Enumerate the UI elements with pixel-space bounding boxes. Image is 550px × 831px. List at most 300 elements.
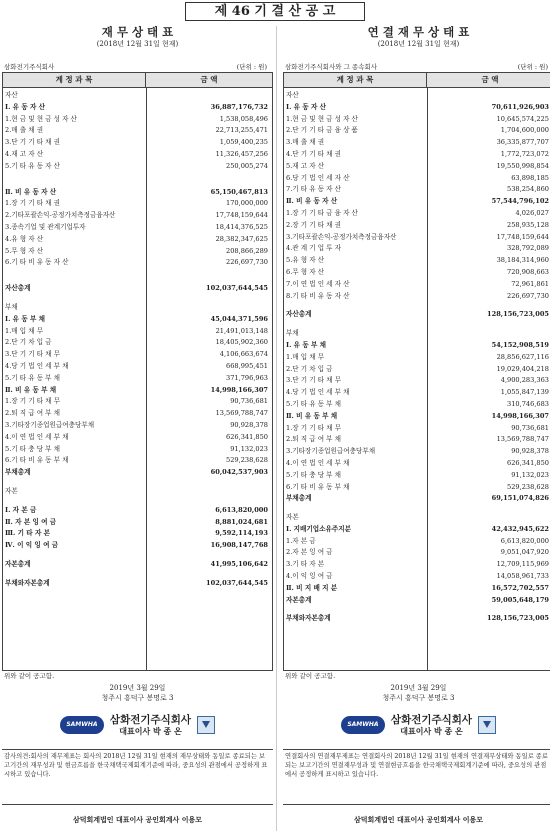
table-row xyxy=(3,161,272,173)
account-name: 부채총계 xyxy=(5,468,31,477)
table-row xyxy=(284,125,550,137)
account-name: 4.관 계 기 업 투 자 xyxy=(286,244,341,253)
account-name: 2.매 출 채 권 xyxy=(5,126,44,135)
account-name: 5.유 형 자 산 xyxy=(286,256,325,265)
amount-value: 91,132,023 xyxy=(230,444,268,453)
amount-value: 208,866,289 xyxy=(226,246,268,255)
consolidated-balance-sheet-panel xyxy=(283,26,550,825)
table-row xyxy=(284,328,550,340)
amount-value: 28,856,627,116 xyxy=(496,352,549,361)
amount-value: 42,432,945,622 xyxy=(491,524,549,533)
account-name: 자본 xyxy=(5,486,18,495)
statement-date: (2018년 12월 31일 현재) xyxy=(96,40,179,48)
account-name: 2.자 본 잉 여 금 xyxy=(286,548,333,557)
table-row xyxy=(284,434,550,446)
table-row xyxy=(284,375,550,387)
table-row xyxy=(3,222,272,234)
account-name: 자본총계 xyxy=(286,595,312,604)
table-row xyxy=(284,559,550,571)
amount-value: 16,572,702,557 xyxy=(491,583,549,592)
table-row xyxy=(284,340,550,352)
account-name: 4.유 형 자 산 xyxy=(5,234,44,243)
amount-value xyxy=(427,328,550,340)
account-name: 자본 xyxy=(286,513,299,522)
amount-value: 19,029,404,218 xyxy=(496,364,549,373)
signature-company: 삼화전기주식회사 xyxy=(109,713,192,726)
amount-value: 12,709,115,969 xyxy=(496,560,549,569)
table-row xyxy=(3,314,272,326)
account-name: 8.기 타 비 유 동 자 산 xyxy=(286,291,350,300)
column-rule xyxy=(427,88,428,670)
table-row xyxy=(3,349,272,361)
table-row xyxy=(3,302,272,314)
table-row xyxy=(284,470,550,482)
table-row xyxy=(284,149,550,161)
table-row xyxy=(3,408,272,420)
table-row xyxy=(284,243,550,255)
account-name: 3.단 기 기 타 채 무 xyxy=(286,376,341,385)
amount-value: 41,995,106,642 xyxy=(210,559,268,568)
amount-value: 328,792,089 xyxy=(507,244,549,253)
amount-value: 65,150,467,813 xyxy=(210,187,268,196)
amount-value: 226,697,730 xyxy=(226,258,268,267)
notice-text: 위와 같이 공고함. xyxy=(4,672,55,680)
table-body xyxy=(284,88,550,625)
amount-value: 60,042,537,903 xyxy=(210,468,268,477)
table-row xyxy=(284,547,550,559)
unit-label: (단위 : 원) xyxy=(517,63,548,71)
account-name xyxy=(284,606,427,613)
account-name xyxy=(3,479,146,486)
table-row xyxy=(284,220,550,232)
amount-value xyxy=(146,173,272,187)
auditor-line: 삼덕회계법인 대표이사 공인회계사 이용모 xyxy=(72,816,203,824)
column-divider xyxy=(276,26,277,831)
header-account: 계 정 과 목 xyxy=(284,73,427,87)
table-row xyxy=(3,540,272,552)
company-name: 삼화전기주식회사와 그 종속회사 xyxy=(285,63,378,71)
account-name: Ⅰ. 유 동 자 산 xyxy=(5,102,46,111)
company-address: 청주시 흥덕구 봉명로 3 xyxy=(101,694,174,702)
table-row xyxy=(3,373,272,385)
notice-date: 2019년 3월 29일 xyxy=(109,684,166,692)
account-name: 6.당 기 법 인 세 자 산 xyxy=(286,173,350,182)
header-account: 계 정 과 목 xyxy=(3,73,146,87)
table-row xyxy=(284,161,550,173)
table-row xyxy=(3,173,272,187)
account-name: 4.재 고 자 산 xyxy=(5,149,44,158)
amount-value: 102,037,644,545 xyxy=(206,578,268,587)
page-title: 제 46 기 결 산 공 고 xyxy=(185,2,365,21)
table-row xyxy=(3,114,272,126)
amount-value: 1,704,600,000 xyxy=(500,126,549,135)
table-row xyxy=(3,571,272,578)
amount-value: 38,184,314,960 xyxy=(496,256,549,265)
account-name: Ⅰ. 자 본 금 xyxy=(5,505,37,514)
account-name: 3.기타포괄손익-공정가치측정금융자산 xyxy=(286,232,397,241)
account-name xyxy=(284,505,427,512)
amount-value: 16,908,147,768 xyxy=(210,541,268,550)
amount-value xyxy=(146,269,272,283)
signature-block xyxy=(283,709,550,741)
amount-value: 90,928,378 xyxy=(511,447,549,456)
account-name xyxy=(3,269,146,283)
amount-value: 63,898,185 xyxy=(511,173,549,182)
table-row xyxy=(284,512,550,524)
table-row xyxy=(3,125,272,137)
account-name: 자산총계 xyxy=(286,310,312,319)
table-row xyxy=(284,184,550,196)
amount-value xyxy=(427,321,550,328)
table-row xyxy=(284,173,550,185)
table-row xyxy=(284,482,550,494)
amount-value: 529,238,628 xyxy=(226,456,268,465)
account-name xyxy=(3,571,146,578)
account-name: 1.현 금 및 현 금 성 자 산 xyxy=(286,114,358,123)
account-name xyxy=(284,302,427,309)
table-row xyxy=(3,444,272,456)
table-row xyxy=(284,279,550,291)
statement-date: (2018년 12월 31일 현재) xyxy=(377,40,460,48)
amount-value: 9,592,114,193 xyxy=(215,529,268,538)
statement-title: 재 무 상 태 표 xyxy=(101,25,174,39)
table-row xyxy=(284,196,550,208)
table-row xyxy=(3,578,272,590)
account-name: 6.기 타 비 유 동 자 산 xyxy=(5,258,69,267)
table-row xyxy=(284,583,550,595)
amount-value: 36,887,176,732 xyxy=(210,102,268,111)
table-row xyxy=(3,234,272,246)
account-name: 1.장 기 기 타 금 융 자 산 xyxy=(286,208,358,217)
account-name: 자본총계 xyxy=(5,559,31,568)
account-name: Ⅱ. 자 본 잉 여 금 xyxy=(5,517,57,526)
account-name: 2.기타포괄손익-공정가치측정금융자산 xyxy=(5,211,116,220)
amount-value: 9,051,047,920 xyxy=(500,548,549,557)
account-name: 4.당 기 법 인 세 부 채 xyxy=(286,388,350,397)
amount-value: 6,613,820,000 xyxy=(500,536,549,545)
amount-value: 45,044,371,596 xyxy=(210,314,268,323)
amount-value xyxy=(146,90,272,102)
amount-value: 626,341,850 xyxy=(507,458,549,467)
account-name: 부채 xyxy=(5,302,18,311)
table-row xyxy=(284,399,550,411)
amount-value: 250,005,274 xyxy=(226,161,268,170)
table-row xyxy=(3,467,272,479)
table-row xyxy=(3,517,272,529)
amount-value: 13,569,788,747 xyxy=(496,435,549,444)
amount-value: 258,935,128 xyxy=(507,220,549,229)
amount-value: 72,961,861 xyxy=(511,279,549,288)
account-name: 1.장 기 기 타 채 무 xyxy=(286,423,341,432)
table-row xyxy=(3,102,272,114)
table-row xyxy=(284,137,550,149)
table-row xyxy=(284,458,550,470)
amount-value: 1,055,847,139 xyxy=(500,388,549,397)
balance-table xyxy=(283,72,550,671)
account-name xyxy=(3,552,146,559)
table-row xyxy=(284,114,550,126)
company-address: 청주시 흥덕구 봉명로 3 xyxy=(382,694,455,702)
account-name: Ⅰ. 유 동 부 채 xyxy=(5,314,46,323)
table-row xyxy=(284,387,550,399)
account-name: Ⅲ. 기 타 자 본 xyxy=(5,529,50,538)
amount-value: 90,736,681 xyxy=(230,397,268,406)
table-row xyxy=(284,291,550,303)
table-row xyxy=(3,420,272,432)
amount-value xyxy=(146,552,272,559)
signature-block xyxy=(2,709,273,741)
account-name: 1.현 금 및 현 금 성 자 산 xyxy=(5,114,77,123)
header-amount: 금 액 xyxy=(200,75,218,84)
account-name: 2.퇴 직 급 여 부 채 xyxy=(5,409,60,418)
amount-value: 538,254,860 xyxy=(507,185,549,194)
amount-value: 14,998,166,307 xyxy=(491,411,549,420)
account-name: 7.기 타 유 동 자 산 xyxy=(286,185,341,194)
account-name: 2.단 기 차 입 금 xyxy=(5,338,52,347)
table-row xyxy=(3,559,272,571)
account-name: 3.종속기업 및 관계기업투자 xyxy=(5,222,86,231)
account-name xyxy=(3,295,146,302)
account-name: Ⅱ. 비 지 배 지 분 xyxy=(286,583,338,592)
signature-ceo: 대표이사 박 종 온 xyxy=(119,726,182,736)
account-name: 4.이 연 법 인 세 부 채 xyxy=(286,458,350,467)
amount-value: 22,713,255,471 xyxy=(215,126,268,135)
amount-value: 720,908,663 xyxy=(507,267,549,276)
auditor-line: 삼덕회계법인 대표이사 공인회계사 이용모 xyxy=(353,816,484,824)
table-row xyxy=(284,493,550,505)
account-name: Ⅱ. 비 유 동 부 채 xyxy=(286,411,338,420)
table-row xyxy=(3,187,272,199)
amount-value: 11,326,457,256 xyxy=(215,149,268,158)
table-row xyxy=(284,606,550,613)
account-name: 6.기 타 비 유 동 부 채 xyxy=(286,482,350,491)
table-row xyxy=(284,302,550,309)
table-row xyxy=(284,571,550,583)
table-row xyxy=(284,524,550,536)
table-body xyxy=(3,88,272,589)
amount-value: 4,106,663,674 xyxy=(219,350,268,359)
account-name: 3.기 타 자 본 xyxy=(286,560,325,569)
account-name: 자산 xyxy=(286,91,299,99)
account-name xyxy=(3,173,146,187)
table-row xyxy=(3,295,272,302)
amount-value: 310,746,683 xyxy=(507,399,549,408)
table-row xyxy=(284,102,550,114)
amount-value xyxy=(146,479,272,486)
amount-value: 18,405,902,360 xyxy=(215,338,268,347)
amount-value: 10,645,574,225 xyxy=(496,114,549,123)
account-name: 2.단 기 기 타 금 융 상 품 xyxy=(286,126,358,135)
table-row xyxy=(284,505,550,512)
table-row xyxy=(284,364,550,376)
table-row xyxy=(3,455,272,467)
table-row xyxy=(3,505,272,517)
amount-value xyxy=(146,498,272,505)
account-name: Ⅰ. 지배기업소유주지분 xyxy=(286,524,352,533)
account-name: 5.무 형 자 산 xyxy=(5,246,44,255)
amount-value: 70,611,926,903 xyxy=(491,102,549,111)
signature-names xyxy=(110,714,191,737)
audit-opinion: 감사의견:회사의 재무제표는 회사의 2018년 12월 31일 현재의 재무상태와 동일로 종료되는 보고기간의 재무성과 및 현금흐름을 한국채택국제회계기준에 따라, 중요성의 관점에서 공정하게 표시하고 있습니다. xyxy=(2,749,273,805)
table-row xyxy=(284,595,550,607)
table-row xyxy=(3,528,272,540)
account-name: 부채와자본총계 xyxy=(5,578,50,587)
amount-value: 19,550,998,854 xyxy=(496,161,549,170)
account-name: Ⅱ. 비 유 동 부 채 xyxy=(5,385,57,394)
amount-value: 4,900,283,363 xyxy=(500,376,549,385)
account-name: 1.매 입 채 무 xyxy=(5,326,44,335)
table-row xyxy=(284,309,550,321)
amount-value xyxy=(146,571,272,578)
statement-title: 연 결 재 무 상 태 표 xyxy=(367,25,470,39)
amount-value: 91,132,023 xyxy=(511,470,549,479)
account-name: 부채총계 xyxy=(286,494,312,503)
certification-icon xyxy=(197,716,215,734)
table-row xyxy=(3,361,272,373)
account-name: 4.이 연 법 인 세 부 채 xyxy=(5,432,69,441)
table-row xyxy=(284,321,550,328)
unit-label: (단위 : 원) xyxy=(236,63,267,71)
account-name: 4.이 익 잉 여 금 xyxy=(286,572,333,581)
amount-value: 18,414,376,525 xyxy=(215,222,268,231)
amount-value: 90,928,378 xyxy=(230,420,268,429)
account-name: 3.단 기 기 타 채 권 xyxy=(5,138,60,147)
notice-text: 위와 같이 공고함. xyxy=(285,672,336,680)
company-name: 삼화전기주식회사 xyxy=(4,63,55,71)
table-row xyxy=(284,423,550,435)
account-name: 1.매 입 채 무 xyxy=(286,352,325,361)
table-row xyxy=(3,246,272,258)
table-row xyxy=(3,432,272,444)
table-row xyxy=(284,208,550,220)
account-name: 6.기 타 비 유 동 부 채 xyxy=(5,456,69,465)
amount-value: 17,748,159,644 xyxy=(215,211,268,220)
statement-meta xyxy=(2,63,273,71)
amount-value: 14,998,166,307 xyxy=(210,385,268,394)
table-row xyxy=(3,137,272,149)
amount-value: 668,995,451 xyxy=(226,361,268,370)
account-name: 3.단 기 기 타 채 무 xyxy=(5,350,60,359)
amount-value: 8,881,024,681 xyxy=(215,517,268,526)
amount-value: 128,156,723,005 xyxy=(487,614,549,623)
header-amount: 금 액 xyxy=(481,75,499,84)
account-name: 자산총계 xyxy=(5,284,31,293)
samwha-logo: SAMWHA xyxy=(60,716,104,734)
amount-value: 1,538,058,496 xyxy=(219,114,268,123)
account-name: 5.기 타 유 동 부 채 xyxy=(286,399,341,408)
statement-meta xyxy=(283,63,550,71)
notice-date: 2019년 3월 29일 xyxy=(390,684,447,692)
account-name: 2.장 기 기 타 채 권 xyxy=(286,220,341,229)
amount-value: 54,152,908,519 xyxy=(491,340,549,349)
balance-sheet-panel xyxy=(2,26,273,825)
amount-value: 170,000,000 xyxy=(226,199,268,208)
balance-table xyxy=(2,72,273,671)
table-row xyxy=(284,536,550,548)
account-name: 1.장 기 기 타 채 무 xyxy=(5,397,60,406)
amount-value xyxy=(427,512,550,524)
table-row xyxy=(3,337,272,349)
table-row xyxy=(284,232,550,244)
amount-value: 626,341,850 xyxy=(226,432,268,441)
table-row xyxy=(3,552,272,559)
account-name: 2.퇴 직 급 여 부 채 xyxy=(286,435,341,444)
table-row xyxy=(3,326,272,338)
account-name: 6.무 형 자 산 xyxy=(286,267,325,276)
table-row xyxy=(284,411,550,423)
table-row xyxy=(3,385,272,397)
amount-value: 4,026,027 xyxy=(515,208,549,217)
amount-value: 226,697,730 xyxy=(507,291,549,300)
amount-value xyxy=(146,295,272,302)
table-row xyxy=(3,198,272,210)
table-row xyxy=(3,283,272,295)
account-name: 5.기 타 충 당 부 채 xyxy=(286,470,341,479)
account-name: 4.당 기 법 인 세 부 채 xyxy=(5,361,69,370)
account-name: Ⅱ. 비 유 동 자 산 xyxy=(5,187,57,196)
signature-names xyxy=(391,714,472,737)
table-row xyxy=(3,90,272,102)
table-row xyxy=(284,90,550,102)
account-name: Ⅱ. 비 유 동 자 산 xyxy=(286,197,338,206)
amount-value: 13,569,788,747 xyxy=(215,409,268,418)
amount-value xyxy=(146,486,272,498)
amount-value xyxy=(427,505,550,512)
table-row xyxy=(284,613,550,625)
account-name: 부채와자본총계 xyxy=(286,614,331,623)
table-row xyxy=(284,352,550,364)
amount-value: 59,005,648,179 xyxy=(491,595,549,604)
table-row xyxy=(3,269,272,283)
table-row xyxy=(3,210,272,222)
amount-value: 28,382,347,625 xyxy=(215,234,268,243)
account-name: 3.기타장기종업원급여충당부채 xyxy=(5,420,95,429)
table-header xyxy=(3,73,272,88)
signature-company: 삼화전기주식회사 xyxy=(390,713,473,726)
table-row xyxy=(3,396,272,408)
account-name: 5.기 타 충 당 부 채 xyxy=(5,444,60,453)
audit-opinion: 연결회사의 연결재무제표는 연결회사의 2018년 12월 31일 현재의 연결재무상태와 동일로 종료되는 보고기간의 연결재무성과 및 연결현금흐름을 한국채택국제회계기준에 따라, 중요성의 관점에서 공정하게 표시하고 있습니다. xyxy=(283,749,550,805)
table-row xyxy=(3,498,272,505)
account-name xyxy=(284,321,427,328)
amount-value: 69,151,074,826 xyxy=(491,494,549,503)
column-rule xyxy=(146,88,147,670)
table-row xyxy=(284,446,550,458)
account-name: 부채 xyxy=(286,329,299,338)
table-row xyxy=(3,149,272,161)
account-name: 자산 xyxy=(5,91,18,99)
signature-ceo: 대표이사 박 종 온 xyxy=(400,726,463,736)
amount-value xyxy=(427,90,550,102)
table-row xyxy=(3,257,272,269)
amount-value: 57,544,796,102 xyxy=(491,197,549,206)
account-name: Ⅰ. 유 동 자 산 xyxy=(286,102,327,111)
account-name: 5.기 타 유 동 부 채 xyxy=(5,373,60,382)
account-name: 3.매 출 채 권 xyxy=(286,138,325,147)
amount-value xyxy=(427,302,550,309)
amount-value xyxy=(427,606,550,613)
account-name: 3.기타장기종업원급여충당부채 xyxy=(286,447,376,456)
account-name: 2.단 기 차 입 금 xyxy=(286,364,333,373)
table-row xyxy=(284,255,550,267)
account-name: 1.자 본 금 xyxy=(286,536,316,545)
amount-value: 90,736,681 xyxy=(511,423,549,432)
account-name xyxy=(3,498,146,505)
account-name: 4.단 기 기 타 채 권 xyxy=(286,149,341,158)
amount-value: 21,491,013,148 xyxy=(215,326,268,335)
amount-value: 1,772,723,072 xyxy=(500,149,549,158)
table-header xyxy=(284,73,550,88)
